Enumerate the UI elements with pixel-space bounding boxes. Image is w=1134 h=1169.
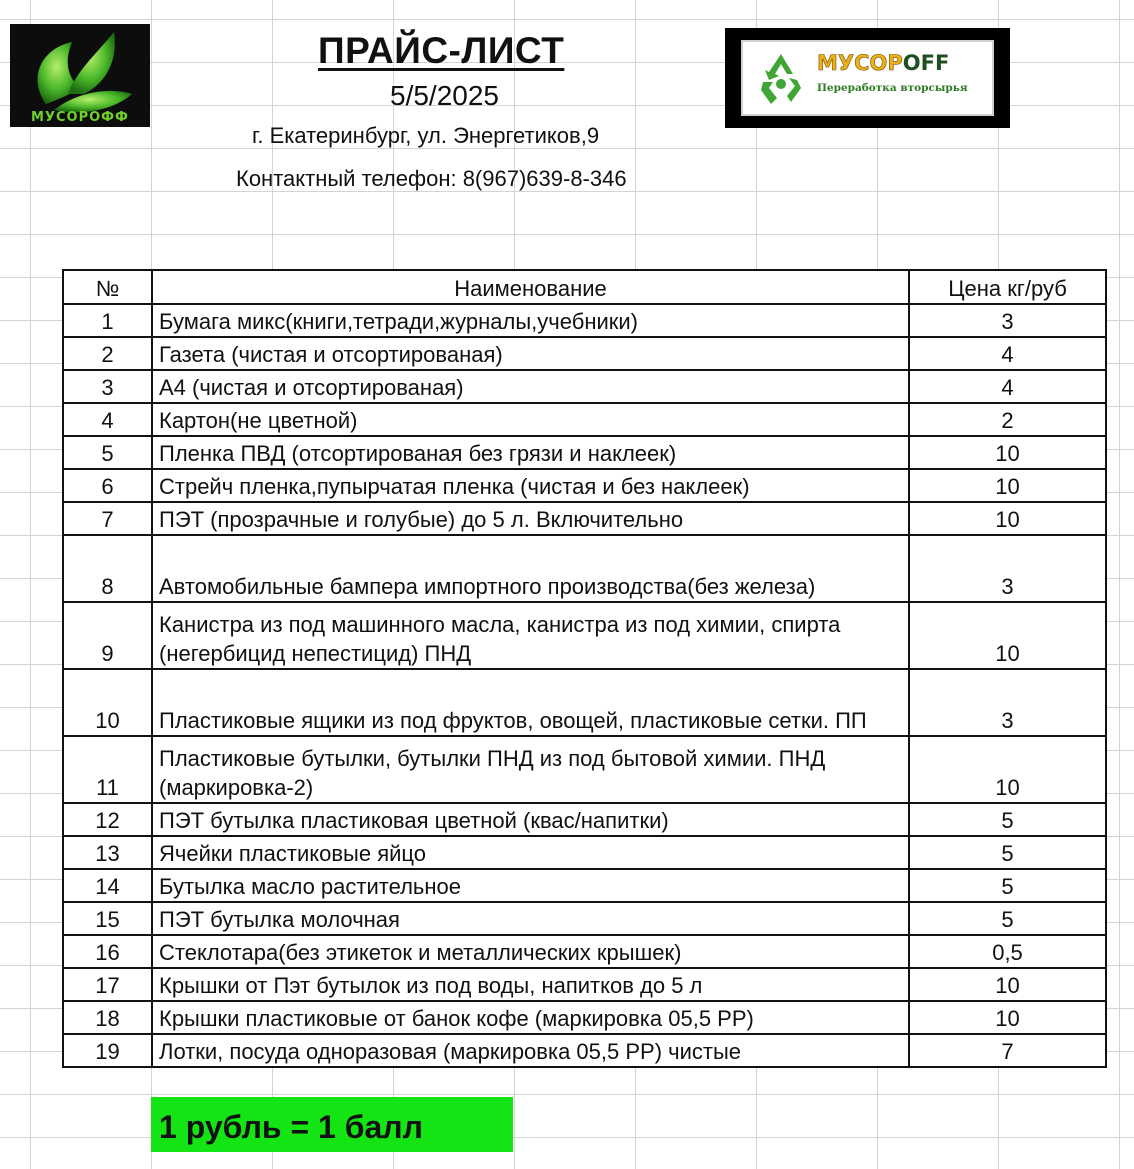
row-name: Лотки, посуда одноразовая (маркировка 05,5 PP) чистые xyxy=(152,1034,909,1067)
table-row xyxy=(63,836,1106,869)
row-name: А4 (чистая и отсортированая) xyxy=(152,370,909,403)
row-name: Пластиковые ящики из под фруктов, овощей, пластиковые сетки. ПП xyxy=(152,669,909,736)
brand-subtitle: Переработка вторсырья xyxy=(817,82,968,94)
row-name: Бумага микс(книги,тетради,журналы,учебники) xyxy=(152,304,909,337)
table-row xyxy=(63,502,1106,535)
row-name: Пленка ПВД (отсортированая без грязи и наклеек) xyxy=(152,436,909,469)
row-price: 10 xyxy=(909,1001,1106,1034)
header-price: Цена кг/руб xyxy=(909,270,1106,304)
row-price: 5 xyxy=(909,836,1106,869)
price-table xyxy=(62,269,1107,1068)
row-name: Газета (чистая и отсортированая) xyxy=(152,337,909,370)
row-price: 5 xyxy=(909,803,1106,836)
row-name: Автомобильные бампера импортного производства(без железа) xyxy=(152,535,909,602)
row-name: ПЭТ бутылка молочная xyxy=(152,902,909,935)
table-row xyxy=(63,736,1106,803)
table-row xyxy=(63,304,1106,337)
brand-name xyxy=(817,51,949,75)
row-num: 13 xyxy=(63,836,152,869)
row-num: 3 xyxy=(63,370,152,403)
table-row xyxy=(63,669,1106,736)
table-row xyxy=(63,803,1106,836)
row-price: 2 xyxy=(909,403,1106,436)
recycle-icon xyxy=(751,48,811,108)
row-name: Канистра из под машинного масла, канистра из под химии, спирта (негербицид непестицид) ПНД xyxy=(152,602,909,669)
row-name: Стеклотара(без этикеток и металлических крышек) xyxy=(152,935,909,968)
table-row xyxy=(63,1001,1106,1034)
table-row xyxy=(63,370,1106,403)
page-title: ПРАЙС-ЛИСТ xyxy=(318,30,565,71)
table-row xyxy=(63,436,1106,469)
row-num: 14 xyxy=(63,869,152,902)
row-num: 11 xyxy=(63,736,152,803)
row-price: 7 xyxy=(909,1034,1106,1067)
row-name: Стрейч пленка,пупырчатая пленка (чистая и без наклеек) xyxy=(152,469,909,502)
row-name: Ячейки пластиковые яйцо xyxy=(152,836,909,869)
row-price: 4 xyxy=(909,370,1106,403)
row-num: 16 xyxy=(63,935,152,968)
table-header-row xyxy=(63,270,1106,304)
row-price: 10 xyxy=(909,602,1106,669)
header-num: № xyxy=(63,270,152,304)
logo-right xyxy=(725,28,1010,128)
table-row xyxy=(63,535,1106,602)
header-name: Наименование xyxy=(152,270,909,304)
row-num: 9 xyxy=(63,602,152,669)
row-num: 19 xyxy=(63,1034,152,1067)
row-num: 12 xyxy=(63,803,152,836)
table-row xyxy=(63,469,1106,502)
table-row xyxy=(63,337,1106,370)
row-num: 10 xyxy=(63,669,152,736)
row-price: 10 xyxy=(909,469,1106,502)
row-num: 6 xyxy=(63,469,152,502)
row-name: Пластиковые бутылки, бутылки ПНД из под бытовой химии. ПНД (маркировка-2) xyxy=(152,736,909,803)
row-num: 5 xyxy=(63,436,152,469)
row-price: 3 xyxy=(909,304,1106,337)
logo-left-text: МУСОРОФФ xyxy=(31,110,129,125)
table-row xyxy=(63,1034,1106,1067)
row-name: ПЭТ бутылка пластиковая цветной (квас/напитки) xyxy=(152,803,909,836)
row-price: 10 xyxy=(909,736,1106,803)
row-price: 5 xyxy=(909,869,1106,902)
brand-name-part1: МУСОР xyxy=(817,51,903,75)
row-num: 8 xyxy=(63,535,152,602)
row-num: 15 xyxy=(63,902,152,935)
logo-right-panel xyxy=(741,40,994,116)
points-note: 1 рубль = 1 балл xyxy=(151,1097,513,1152)
row-name: Крышки от Пэт бутылок из под воды, напитков до 5 л xyxy=(152,968,909,1001)
table-row xyxy=(63,935,1106,968)
row-num: 18 xyxy=(63,1001,152,1034)
row-price: 0,5 xyxy=(909,935,1106,968)
row-num: 17 xyxy=(63,968,152,1001)
table-row xyxy=(63,902,1106,935)
row-num: 7 xyxy=(63,502,152,535)
table-row xyxy=(63,602,1106,669)
brand-name-part2: OFF xyxy=(902,51,950,75)
price-date: 5/5/2025 xyxy=(390,80,499,111)
address: г. Екатеринбург, ул. Энергетиков,9 xyxy=(252,123,600,148)
row-name: Картон(не цветной) xyxy=(152,403,909,436)
row-price: 4 xyxy=(909,337,1106,370)
row-price: 5 xyxy=(909,902,1106,935)
row-price: 10 xyxy=(909,436,1106,469)
row-num: 2 xyxy=(63,337,152,370)
table-row xyxy=(63,869,1106,902)
contact-phone: Контактный телефон: 8(967)639-8-346 xyxy=(236,166,627,191)
logo-left xyxy=(10,24,150,127)
row-name: Крышки пластиковые от банок кофе (маркировка 05,5 PP) xyxy=(152,1001,909,1034)
row-num: 4 xyxy=(63,403,152,436)
row-name: ПЭТ (прозрачные и голубые) до 5 л. Включительно xyxy=(152,502,909,535)
row-price: 3 xyxy=(909,669,1106,736)
row-price: 10 xyxy=(909,968,1106,1001)
row-num: 1 xyxy=(63,304,152,337)
table-row xyxy=(63,968,1106,1001)
row-price: 3 xyxy=(909,535,1106,602)
row-name: Бутылка масло растительное xyxy=(152,869,909,902)
row-price: 10 xyxy=(909,502,1106,535)
table-row xyxy=(63,403,1106,436)
